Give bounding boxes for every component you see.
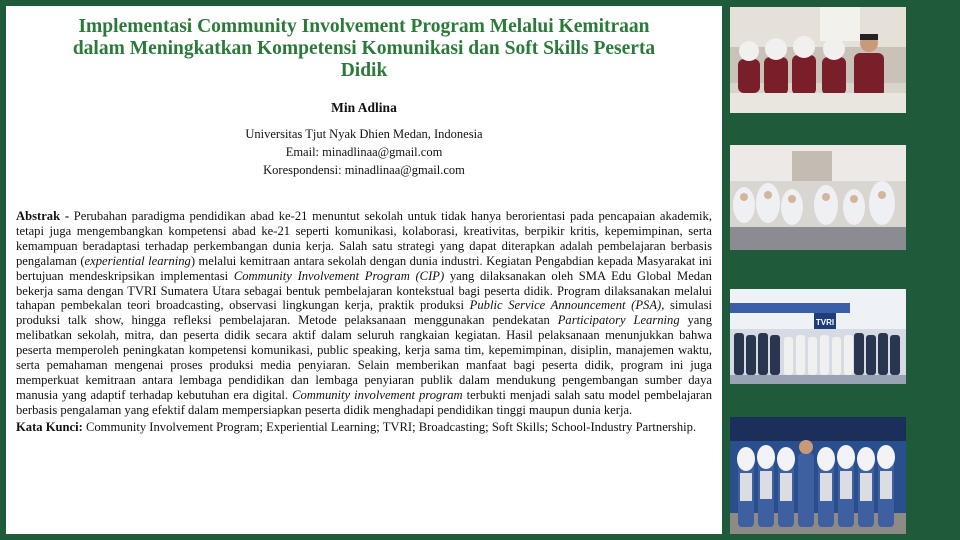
keywords: [16, 420, 712, 435]
abstract-segment: experiential learning: [84, 253, 191, 268]
abstract-segment: Perubahan paradigma pendidikan abad ke-21 menuntut sekolah untuk tidak hanya berorientasi pada pencapaian akademik, tetapi juga mengembangkan kompetensi abad ke-21 seperti komunikasi, kolaborasi, kreativitas, berpikir kritis, kepemimpinan, serta kemampuan beradaptasi terhadap perkembangan dunia kerja. Salah satu strategi yang dapat diterapkan adalah pembelajaran berbasis pengalaman (: [16, 209, 712, 268]
abstract-segment: Community involvement program: [292, 387, 463, 402]
abstract: [16, 209, 712, 418]
abstract-segment: yang melibatkan sekolah, mitra, dan peserta didik secara aktif dalam seluruh rangkaian kegiatan. Hasil pelaksanaan menunjukkan bahwa peserta memperoleh peningkatan kompetensi komunikasi, public speaking, kerja sama tim, kepemimpinan, disiplin, manajemen waktu, serta pemahaman mengenai proses produksi media penyiaran. Selain memberikan manfaat bagi peserta didik, program ini juga memperkuat kemitraan antara lembaga pendidikan dan lembaga penyiaran publik dalam mendukung pengembangan sumber daya manusia yang adaptif terhadap kebutuhan era digital.: [16, 313, 712, 402]
photo-students-studio: [730, 417, 906, 534]
paper-title: Implementasi Community Involvement Program Melalui Kemitraan dalam Meningkatkan Kompetensi Komunikasi dan Soft Skills Peserta Didik: [72, 16, 656, 81]
abstract-segment: Public Service Announcement (PSA): [469, 298, 662, 313]
affiliation: Universitas Tjut Nyak Dhien Medan, Indonesia: [245, 127, 483, 141]
abstract-segment: yang dilaksanakan oleh SMA Edu Global Medan bekerja sama dengan TVRI Sumatera Utara sebagai bentuk pembelajaran kontekstual bagi peserta didik. Program dilaksanakan melalui tahapan pembekalan teori broadcasting, observasi lingkungan kerja, praktik produksi: [16, 268, 712, 313]
abstract-label: Abstrak -: [16, 209, 70, 223]
photo-students-row: [730, 145, 906, 250]
tvri-logo-text: TVRI: [815, 318, 835, 327]
correspondence: Korespondensi: minadlinaa@gmail.com: [263, 163, 465, 177]
affiliation-block: [16, 125, 712, 179]
abstract-segment: Community Involvement Program (CIP): [233, 268, 445, 283]
photo-tvri-group: [730, 289, 906, 384]
author-name: Min Adlina: [331, 100, 397, 115]
abstract-segment: terbukti menjadi salah satu model pembelajaran berbasis pengalaman yang efektif dalam mempersiapkan peserta didik menghadapi pendidikan tinggi maupun dunia kerja.: [16, 387, 712, 417]
photo-students-seated: [730, 7, 906, 113]
abstract-segment: ) melalui kemitraan antara sekolah dengan dunia industri. Kegiatan Pengabdian kepada Masyarakat ini bertujuan mendeskripsikan implementasi: [16, 253, 712, 283]
keywords-label: Kata Kunci:: [16, 419, 83, 434]
abstract-body: [16, 209, 712, 417]
abstract-segment: , simulasi produksi talk show, hingga refleksi pembelajaran. Metode pelaksanaan menggunakan pendekatan: [16, 298, 712, 328]
paper-page: [6, 6, 722, 534]
keywords-text: Community Involvement Program; Experiential Learning; TVRI; Broadcasting; Soft Skills; School-Industry Partnership.: [85, 419, 697, 434]
abstract-segment: Participatory Learning: [557, 313, 680, 328]
email: Email: minadlinaa@gmail.com: [285, 145, 443, 159]
